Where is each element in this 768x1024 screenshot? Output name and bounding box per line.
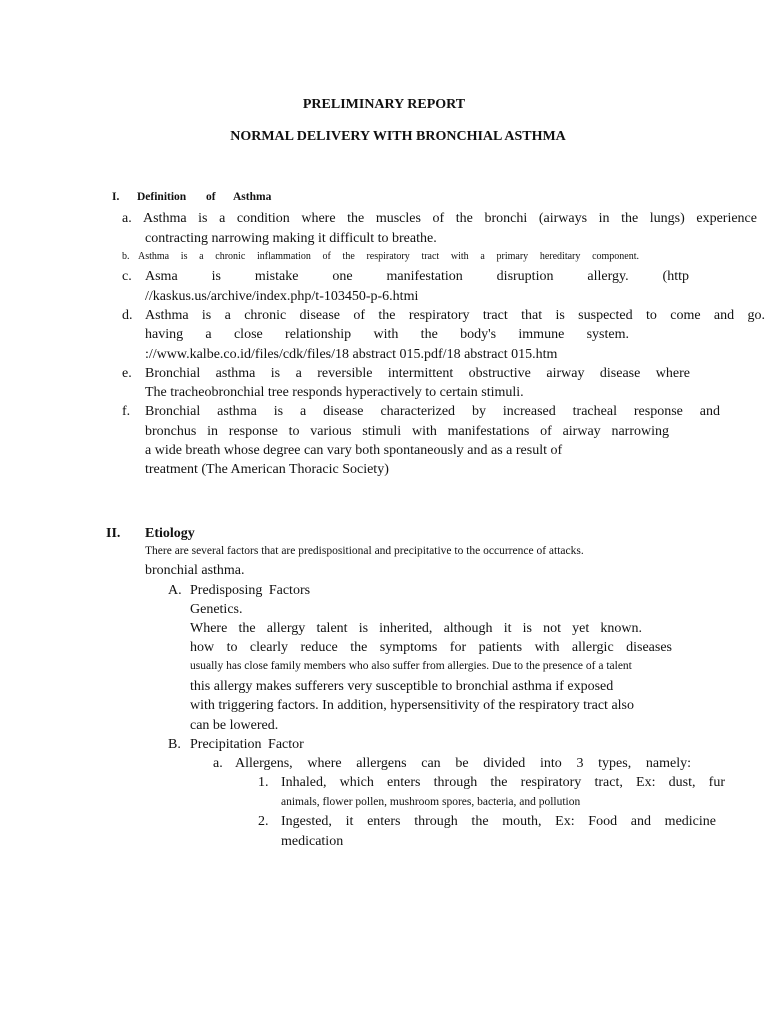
list-item-1-number: 1.: [258, 775, 269, 790]
subsection-a-title: Predisposing Factors: [190, 583, 311, 598]
list-item-2-line-2: medication: [281, 834, 344, 849]
subsection-a-line-6: with triggering factors. In addition, hypersensitivity of the respiratory tract also: [190, 698, 634, 713]
section-1-heading-word-1: Definition: [137, 191, 187, 203]
item-a-label: a.: [122, 211, 132, 226]
item-d-line-2: having a close relationship with the body's immune system.: [145, 327, 629, 342]
item-a-line-1: Asthma is a condition where the muscles of the bronchi (airways in the lungs) experience: [143, 211, 757, 226]
section-2-intro-line-1: There are several factors that are predispositional and precipitative to the occurrence of attacks.: [145, 545, 584, 557]
subsection-a-line-1: Genetics.: [190, 602, 243, 617]
subsection-a-line-2: Where the allergy talent is inherited, although it is not yet known.: [190, 621, 642, 636]
section-1-number: I.: [112, 191, 120, 203]
item-e-line-1: Bronchial asthma is a reversible intermittent obstructive airway disease where: [145, 366, 690, 381]
list-item-1-line-2: animals, flower pollen, mushroom spores, bacteria, and pollution: [281, 796, 581, 808]
section-2-heading: Etiology: [145, 526, 195, 541]
item-b-line-1: Asthma is a chronic inflammation of the respiratory tract with a primary hereditary component.: [138, 251, 639, 262]
item-f-line-1: Bronchial asthma is a disease characterized by increased tracheal response and: [145, 404, 720, 419]
item-d-line-1: Asthma is a chronic disease of the respiratory tract that is suspected to come and go.: [145, 308, 765, 323]
item-c-link: //kaskus.us/archive/index.php/t-103450-p-6.htmi: [145, 289, 419, 304]
list-item-1-line-1: Inhaled, which enters through the respiratory tract, Ex: dust, fur: [281, 775, 725, 790]
subsection-a-line-5: this allergy makes sufferers very susceptible to bronchial asthma if exposed: [190, 679, 614, 694]
item-c-label: c.: [122, 269, 132, 284]
section-1-heading-word-2: of: [206, 191, 216, 203]
item-f-line-4: treatment (The American Thoracic Society): [145, 462, 389, 477]
section-2-number: II.: [106, 526, 121, 541]
item-a-line-2: contracting narrowing making it difficult to breathe.: [145, 231, 437, 246]
item-c-line-1: Asma is mistake one manifestation disruption allergy. (http: [145, 269, 689, 284]
item-f-line-3: a wide breath whose degree can vary both spontaneously and as a result of: [145, 443, 563, 458]
item-d-link: ://www.kalbe.co.id/files/cdk/files/18 abstract 015.pdf/18 abstract 015.htm: [145, 347, 558, 362]
subsection-b-label: B.: [168, 737, 181, 752]
subsection-a-line-7: can be lowered.: [190, 718, 279, 733]
item-f-label: f.: [122, 404, 131, 419]
subsection-b-a-text: Allergens, where allergens can be divided into 3 types, namely:: [235, 756, 691, 771]
item-e-line-2: The tracheobronchial tree responds hyperactively to certain stimuli.: [145, 385, 524, 400]
document-title: PRELIMINARY REPORT: [302, 97, 466, 112]
subsection-b-title: Precipitation Factor: [190, 737, 304, 752]
section-2-intro-line-2: bronchial asthma.: [145, 563, 245, 578]
list-item-2-number: 2.: [258, 814, 269, 829]
subsection-a-line-4: usually has close family members who also suffer from allergies. Due to the presence of a talent: [190, 660, 632, 672]
subsection-b-a-label: a.: [213, 756, 223, 771]
subsection-a-label: A.: [168, 583, 182, 598]
list-item-2-line-1: Ingested, it enters through the mouth, Ex: Food and medicine: [281, 814, 716, 829]
item-d-label: d.: [122, 308, 133, 323]
item-b-label: b.: [122, 251, 130, 262]
subsection-a-line-3: how to clearly reduce the symptoms for patients with allergic diseases: [190, 640, 672, 655]
item-f-line-2: bronchus in response to various stimuli with manifestations of airway narrowing: [145, 424, 669, 439]
item-e-label: e.: [122, 366, 132, 381]
document-subtitle: NORMAL DELIVERY WITH BRONCHIAL ASTHMA: [230, 129, 566, 144]
section-1-heading-word-3: Asthma: [233, 191, 272, 203]
